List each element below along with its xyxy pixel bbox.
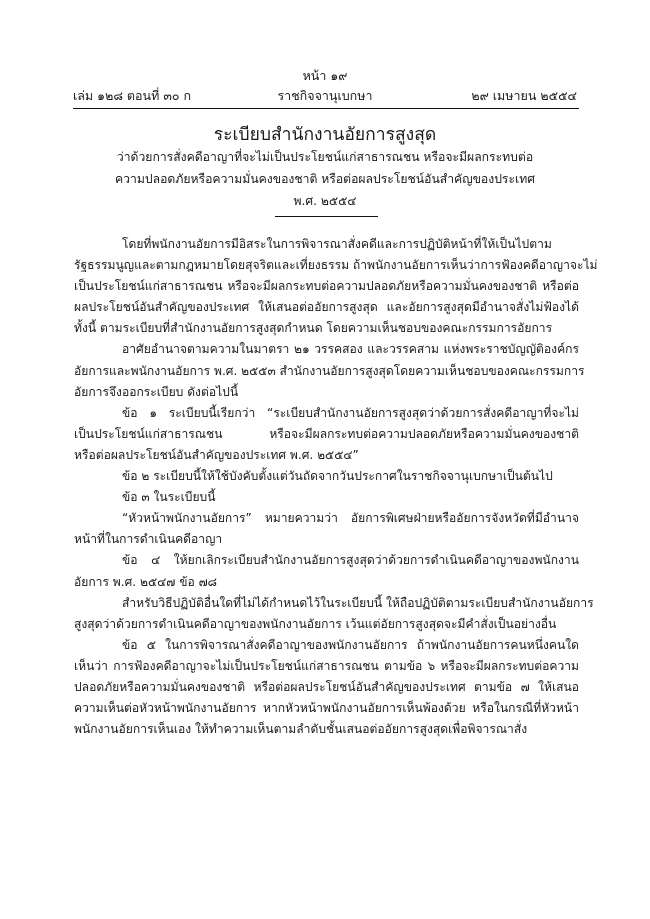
body-line: เห็นว่า การฟ้องคดีอาญาจะไม่เป็นประโยชน์แก่สาธารณชน ตามข้อ ๖ หรือจะมีผลกระทบต่อความ (74, 658, 579, 673)
body-line: เป็นประโยชน์แก่สาธารณชน หรือจะมีผลกระทบต่อความปลอดภัยหรือความมั่นคงของชาติ (74, 426, 579, 441)
body-line: ผลประโยชน์อันสำคัญของประเทศ ให้เสนอต่ออัยการสูงสุด และอัยการสูงสุดมีอำนาจสั่งไม่ฟ้องได้ (74, 300, 579, 315)
body-line: รัฐธรรมนูญและตามกฎหมายโดยสุจริตและเที่ยงธรรม ถ้าพนักงานอัยการเห็นว่าการฟ้องคดีอาญาจะไม่ (74, 258, 598, 273)
body-line: อาศัยอำนาจตามความในมาตรา ๒๑ วรรคสอง และวรรคสาม แห่งพระราชบัญญัติองค์กร (122, 342, 579, 357)
clause-2: ข้อ ๒ ระเบียบนี้ให้ใช้บังคับตั้งแต่วันถัดจากวันประกาศในราชกิจจานุเบกษาเป็นต้นไป (122, 469, 553, 484)
body-line: ปลอดภัยหรือความมั่นคงของชาติ หรือต่อผลประโยชน์อันสำคัญของประเทศ ตามข้อ ๗ ให้เสนอ (74, 679, 579, 694)
page-number: หน้า ๑๙ (302, 68, 348, 83)
document-subtitle-line-2: ความปลอดภัยหรือความมั่นคงของชาติ หรือต่อผลประโยชน์อันสำคัญของประเทศ (115, 172, 535, 186)
document-body (74, 234, 598, 740)
definition-line: “หัวหน้าพนักงานอัยการ” หมายความว่า อัยการพิเศษฝ่ายหรืออัยการจังหวัดที่มีอำนาจ (122, 511, 579, 526)
body-line: ทั้งนี้ ตามระเบียบที่สำนักงานอัยการสูงสุดกำหนด โดยความเห็นชอบของคณะกรรมการอัยการ (74, 321, 553, 336)
publication-name: ราชกิจจานุเบกษา (277, 88, 373, 103)
document-subtitle-line-1: ว่าด้วยการสั่งคดีอาญาที่จะไม่เป็นประโยชน์แก่สาธารณชน หรือจะมีผลกระทบต่อ (116, 150, 534, 164)
body-line: สูงสุดว่าด้วยการดำเนินคดีอาญาของพนักงานอัยการ เว้นแต่อัยการสูงสุดจะมีคำสั่งเป็นอย่างอื่น (74, 616, 557, 631)
body-line: อัยการ พ.ศ. ๒๕๔๗ ข้อ ๗๘ (74, 574, 217, 589)
document-year: พ.ศ. ๒๕๕๔ (293, 194, 357, 208)
body-line: สำหรับวิธีปฏิบัติอื่นใดที่ไม่ได้กำหนดไว้ในระเบียบนี้ ให้ถือปฏิบัติตามระเบียบสำนักงานอัยการ (122, 595, 594, 610)
body-line: หน้าที่ในการดำเนินคดีอาญา (74, 532, 223, 547)
header-divider (73, 108, 579, 109)
body-line: ความเห็นต่อหัวหน้าพนักงานอัยการ หากหัวหน้าพนักงานอัยการเห็นพ้องด้วย หรือในกรณีที่หัวหน้า (74, 701, 579, 716)
body-line: อัยการและพนักงานอัยการ พ.ศ. ๒๕๕๓ สำนักงานอัยการสูงสุดโดยความเห็นชอบของคณะกรรมการ (74, 363, 585, 378)
body-line: อัยการจึงออกระเบียบ ดังต่อไปนี้ (74, 384, 239, 399)
body-line: หรือต่อผลประโยชน์อันสำคัญของประเทศ พ.ศ. ๒๕๕๔” (74, 447, 359, 462)
body-line: โดยที่พนักงานอัยการมีอิสระในการพิจารณาสั่งคดีและการปฏิบัติหน้าที่ให้เป็นไปตาม (122, 237, 552, 251)
clause-1: ข้อ ๑ ระเบียบนี้เรียกว่า “ระเบียบสำนักงานอัยการสูงสุดว่าด้วยการสั่งคดีอาญาที่จะไม่ (122, 405, 579, 420)
body-line: พนักงานอัยการเห็นเอง ให้ทำความเห็นตามลำดับชั้นเสนอต่ออัยการสูงสุดเพื่อพิจารณาสั่ง (74, 722, 528, 737)
body-line: เป็นประโยชน์แก่สาธารณชน หรือจะมีผลกระทบต่อความปลอดภัยหรือความมั่นคงของชาติ หรือต่อ (74, 279, 579, 294)
clause-5: ข้อ ๕ ในการพิจารณาสั่งคดีอาญาของพนักงานอัยการ ถ้าพนักงานอัยการคนหนึ่งคนใด (122, 637, 579, 652)
clause-4: ข้อ ๔ ให้ยกเลิกระเบียบสำนักงานอัยการสูงสุดว่าด้วยการดำเนินคดีอาญาของพนักงาน (122, 553, 579, 568)
publication-date: ๒๙ เมษายน ๒๕๕๔ (471, 88, 577, 103)
title-divider (275, 216, 378, 217)
gazette-header (73, 86, 577, 104)
clause-3: ข้อ ๓ ในระเบียบนี้ (122, 490, 216, 505)
document-title: ระเบียบสำนักงานอัยการสูงสุด (213, 125, 437, 145)
volume-issue: เล่ม ๑๒๘ ตอนที่ ๓๐ ก (73, 88, 192, 103)
